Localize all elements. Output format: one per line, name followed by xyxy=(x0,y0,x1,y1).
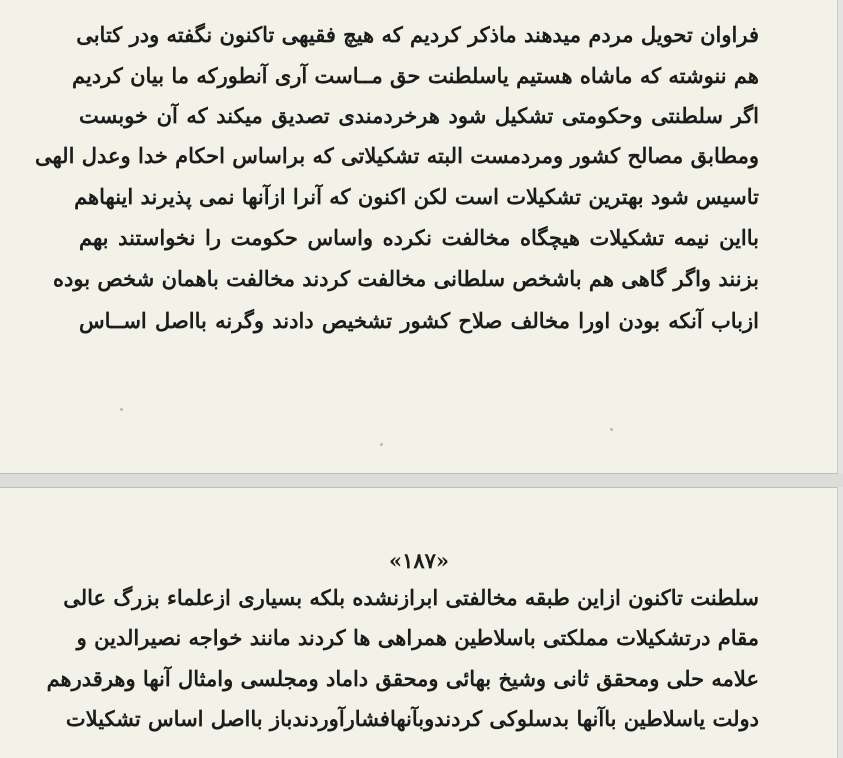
text-line: اگر سلطنتی وحکومتی تشکیل شود هرخردمندی تصدیق میکند که آن خوبست xyxy=(79,103,759,128)
text-line: ومطابق مصالح کشور ومردمست البته تشکیلاتی که براساس احکام خدا وعدل الهی xyxy=(35,143,759,168)
text-line: دولت یاسلاطین باآنها بدسلوکی کردندوبآنهافشارآوردندباز بااصل اساس تشکیلات xyxy=(65,706,759,731)
text-line: بااین نیمه تشکیلات هیچگاه مخالفت نکرده واساس حکومت را نخواستند بهم xyxy=(79,225,759,250)
scanned-page-bottom xyxy=(0,487,838,758)
page-number: «۱۸۷» xyxy=(388,548,450,573)
text-line: علامه حلی ومحقق ثانی وشیخ بهائی ومحقق داماد ومجلسی وامثال آنها وهرقدرهم xyxy=(46,666,759,691)
paper-speck xyxy=(120,408,123,411)
text-line: هم ننوشته که ماشاه هستیم یاسلطنت حق مــاست آری آنطورکه ما بیان کردیم xyxy=(72,63,759,88)
paper-speck xyxy=(380,443,383,446)
text-line: بزنند واگر گاهی هم باشخص سلطانی مخالفت کردند مخالفت باهمان شخص بوده xyxy=(53,266,759,291)
paper-speck xyxy=(610,428,613,431)
text-line: فراوان تحویل مردم میدهند ماذکر کردیم که هیچ فقیهی تاکنون نگفته ودر کتابی xyxy=(76,22,759,47)
text-line: ازباب آنکه بودن اورا مخالف صلاح کشور تشخیص دادند وگرنه بااصل اســاس xyxy=(79,308,759,333)
page-separator xyxy=(0,474,843,487)
text-line: تاسیس شود بهترین تشکیلات است لکن اکنون که آنرا ازآنها نمی پذیرند اینهاهم xyxy=(74,184,759,209)
text-line: مقام درتشکیلات مملکتی باسلاطین همراهی ها کردند مانند خواجه نصیرالدین و xyxy=(76,625,759,650)
text-line: سلطنت تاکنون ازاین طبقه مخالفتی ابرازنشده بلکه بسیاری ازعلماء بزرگ عالی xyxy=(63,585,759,610)
